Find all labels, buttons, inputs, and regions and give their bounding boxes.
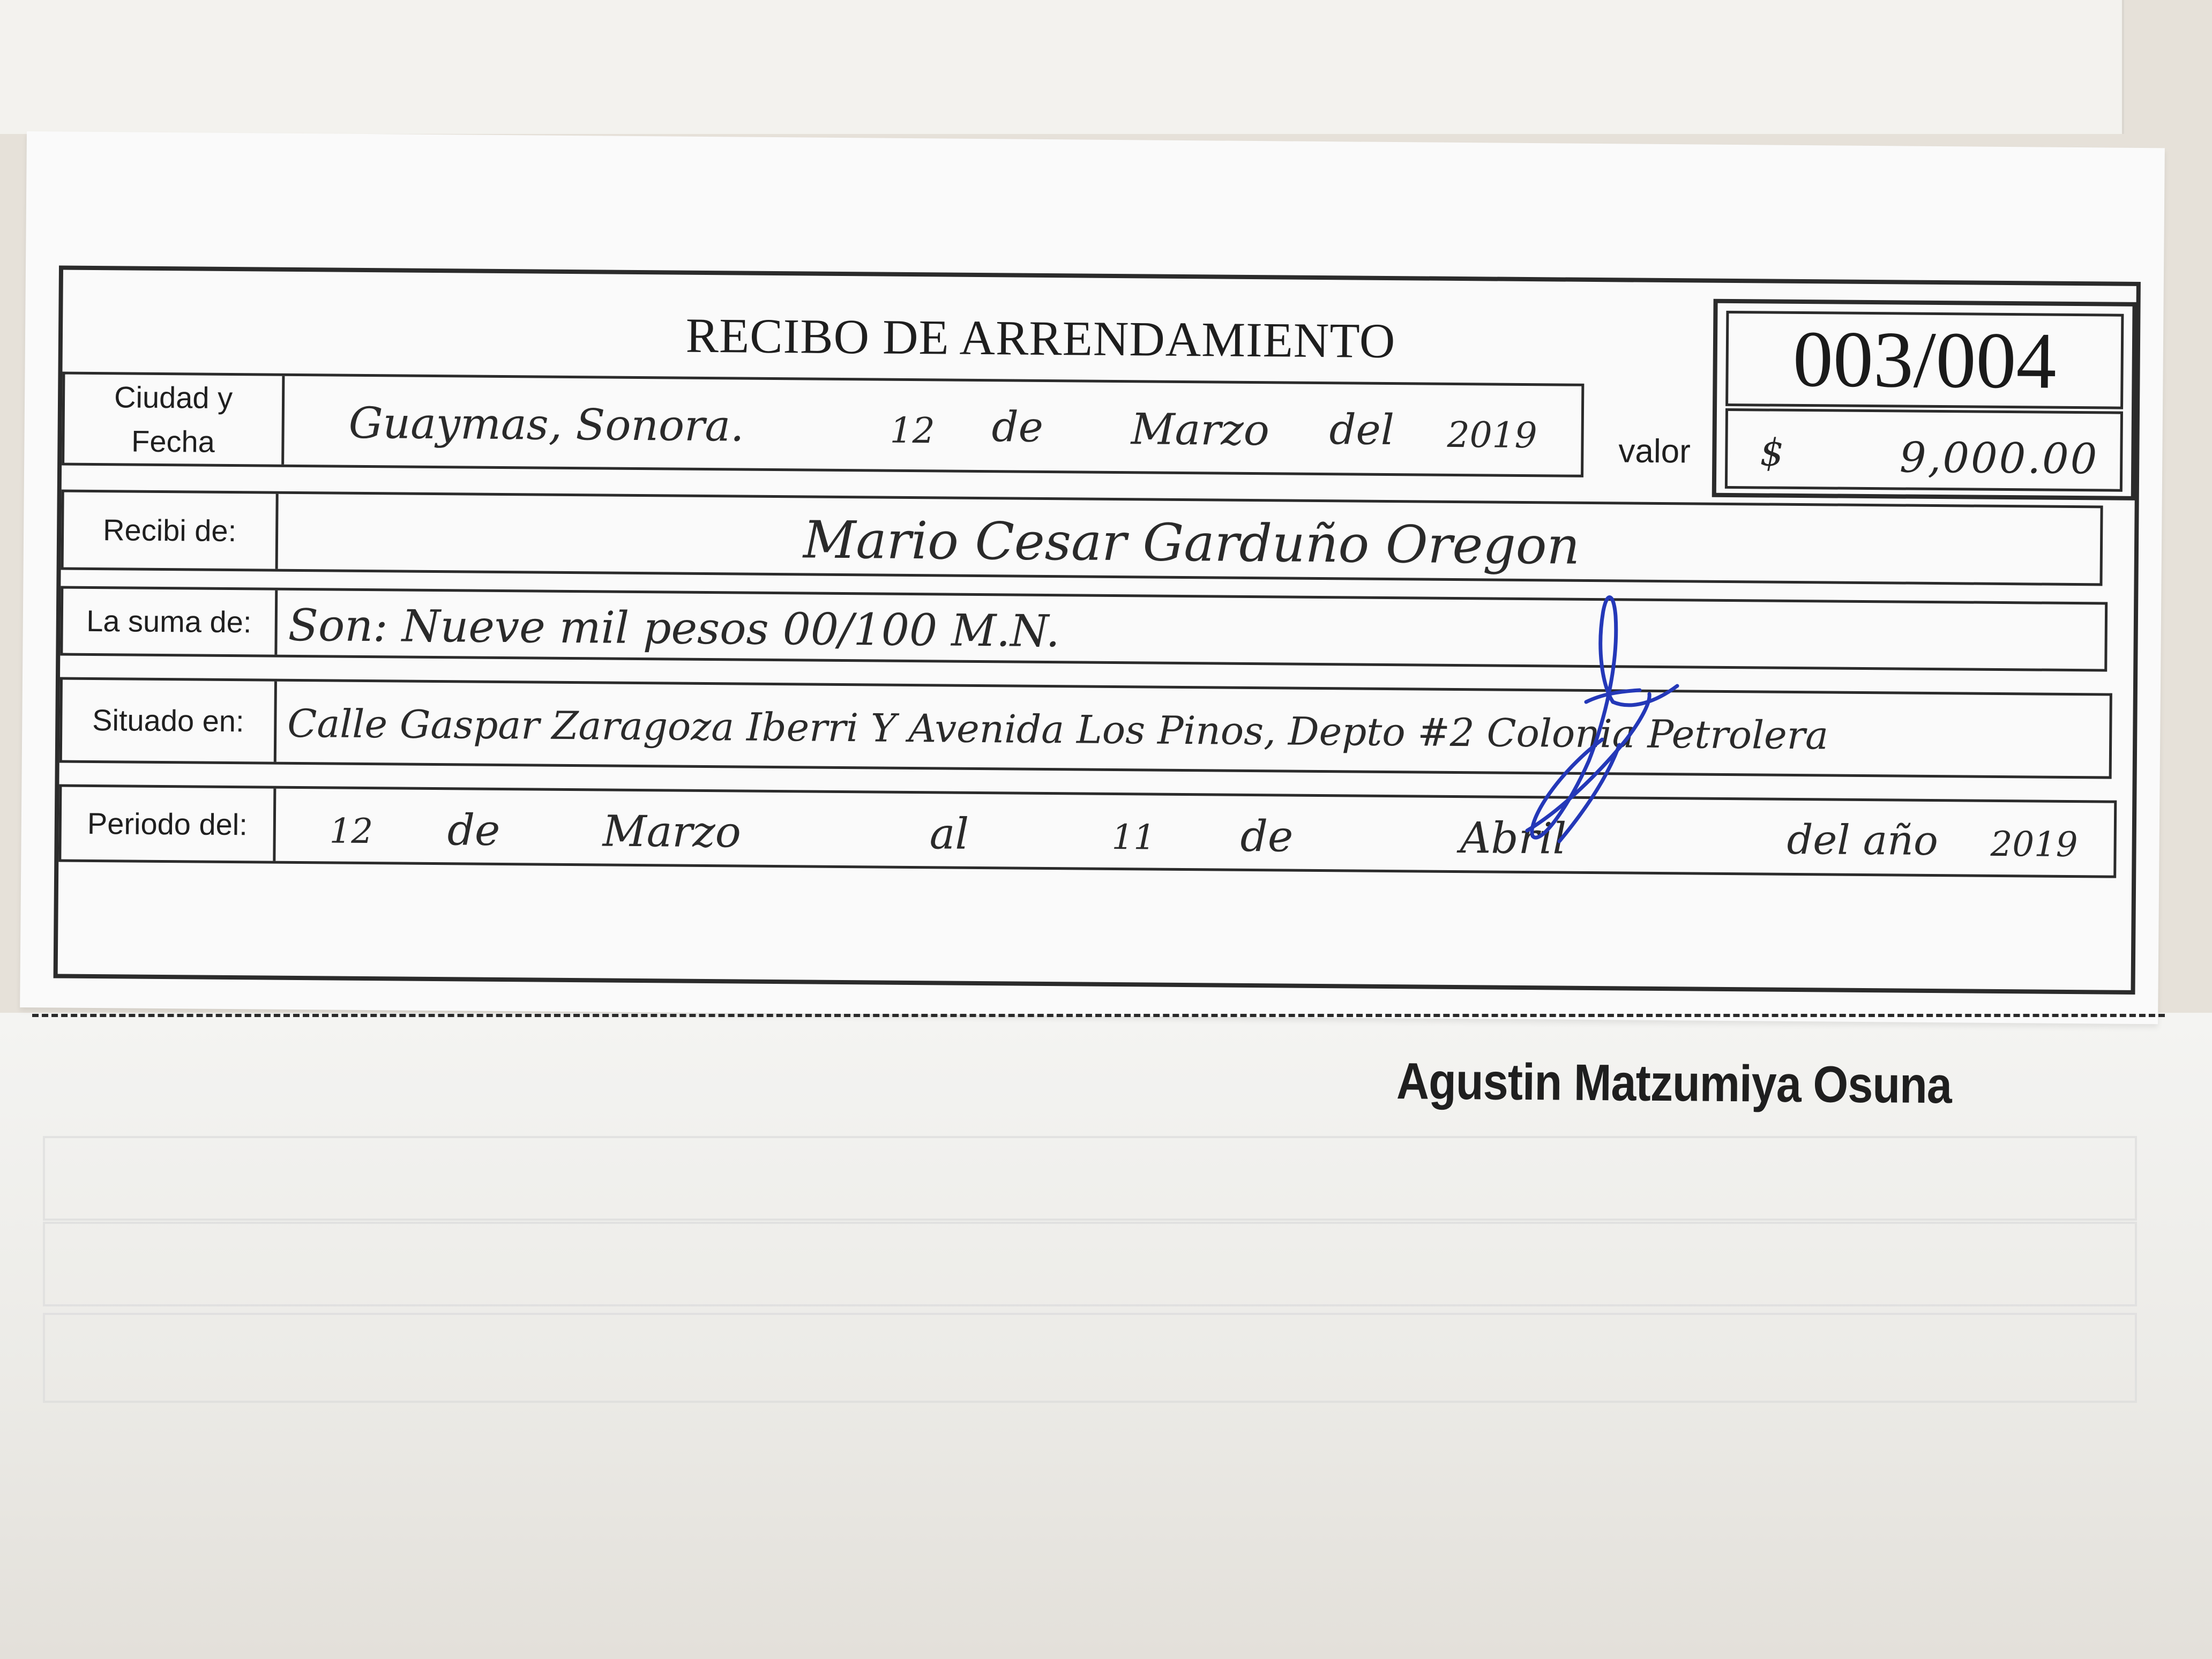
period-from-day: 12 bbox=[329, 811, 373, 852]
city-value: Guaymas, Sonora. bbox=[348, 398, 744, 451]
signatory-name: Agustin Matzumiya Osuna bbox=[1396, 1052, 1952, 1115]
signature-scribble bbox=[1479, 579, 1704, 857]
row-ciudad-fecha bbox=[62, 372, 1584, 477]
bleed-through-row bbox=[43, 1222, 2137, 1306]
period-from-month: Marzo bbox=[602, 806, 742, 857]
amount-value: 9,000.00 bbox=[1899, 434, 2099, 484]
bleed-through-row bbox=[43, 1313, 2137, 1403]
periodo-del-label: Periodo del: bbox=[61, 787, 276, 861]
date-day: 12 bbox=[890, 409, 935, 452]
row-situado-en bbox=[59, 677, 2112, 779]
period-to-day: 11 bbox=[1111, 817, 1156, 858]
la-suma-de-label: La suma de: bbox=[63, 589, 278, 655]
period-year: 2019 bbox=[1990, 824, 2078, 865]
period-del-ano: del año bbox=[1787, 815, 1939, 865]
ciudad-fecha-label: Ciudad y Fecha bbox=[64, 375, 285, 465]
receipt-number-box bbox=[1712, 299, 2137, 500]
period-al: al bbox=[929, 809, 969, 859]
receipt-frame bbox=[54, 265, 2141, 1115]
situado-en-label: Situado en: bbox=[62, 680, 277, 762]
period-de-2: de bbox=[1240, 811, 1294, 862]
receipt-number: 003/004 bbox=[1725, 311, 2124, 409]
valor-label: valor bbox=[1618, 432, 1691, 470]
row-la-suma-de bbox=[60, 586, 2108, 672]
date-de: de bbox=[991, 403, 1044, 452]
background-sheet-top bbox=[0, 0, 2124, 134]
period-de-1: de bbox=[447, 805, 500, 855]
receipt-title: RECIBO DE ARRENDAMIENTO bbox=[685, 308, 1396, 369]
currency-symbol: $ bbox=[1760, 430, 1784, 475]
date-del: del bbox=[1329, 406, 1395, 455]
rent-receipt bbox=[20, 131, 2165, 1115]
row-periodo-del bbox=[58, 784, 2117, 878]
date-year: 2019 bbox=[1447, 414, 1537, 457]
amount-box bbox=[1725, 408, 2123, 492]
cut-line bbox=[32, 1014, 2165, 1017]
received-from-value: Mario Cesar Garduño Oregon bbox=[803, 510, 1580, 576]
recibi-de-label: Recibi de: bbox=[64, 492, 279, 569]
bleed-through-row bbox=[43, 1136, 2137, 1221]
amount-in-words: Son: Nueve mil pesos 00/100 M.N. bbox=[288, 600, 1060, 657]
row-recibi-de bbox=[61, 490, 2103, 586]
property-address: Calle Gaspar Zaragoza Iberri Y Avenida Los Pinos, Depto #2 Colonia Petrolera bbox=[287, 700, 1829, 758]
date-month: Marzo bbox=[1131, 404, 1270, 455]
period-to-month: Abril bbox=[1460, 813, 1567, 864]
